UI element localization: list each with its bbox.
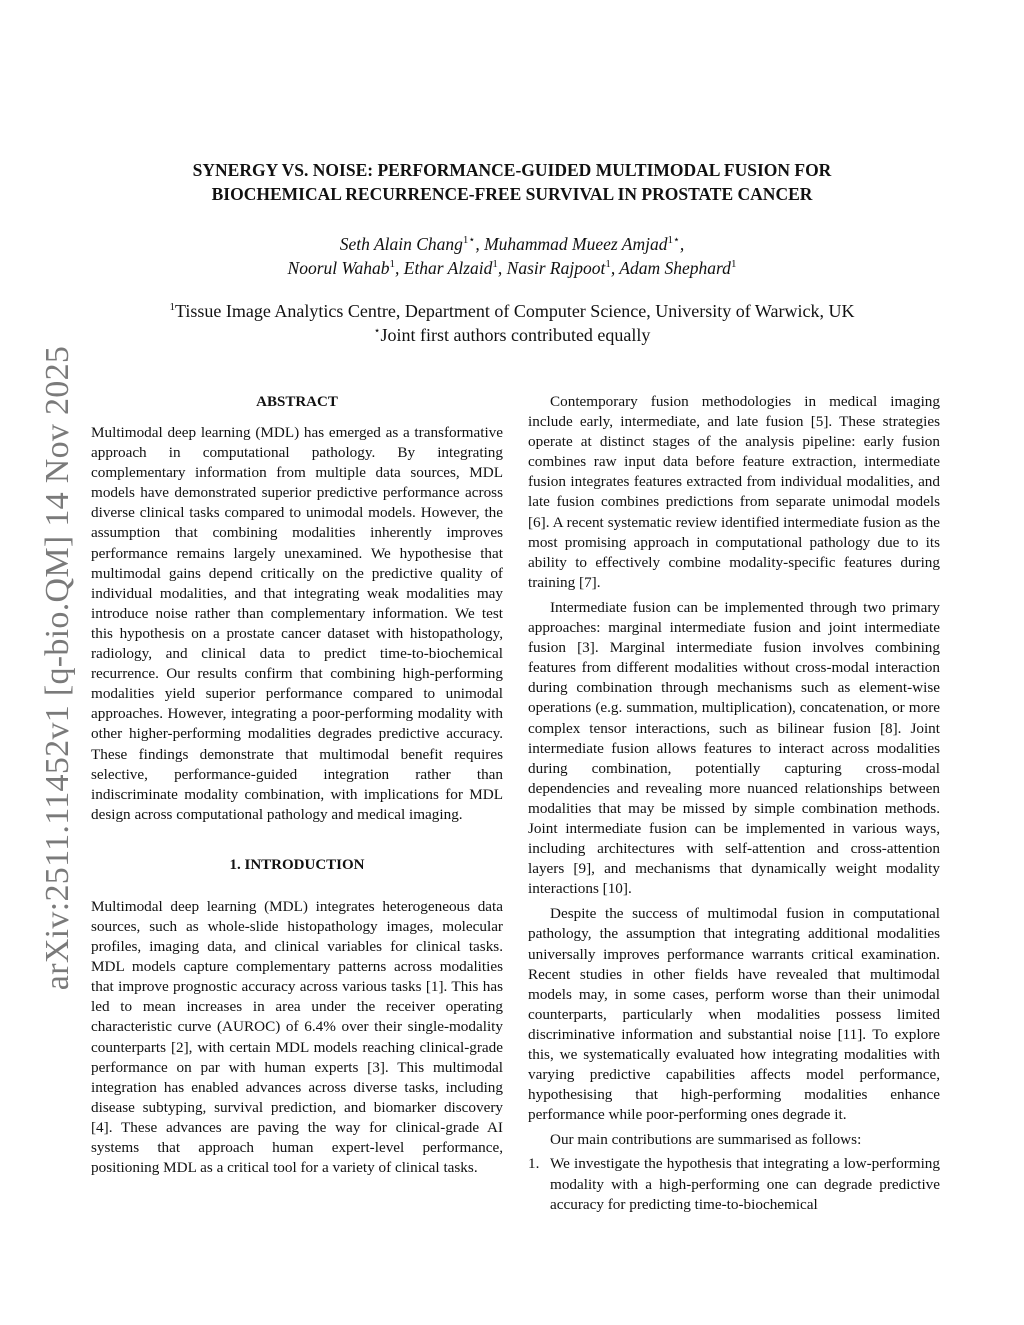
author-mark: 1⋆	[667, 234, 680, 247]
affiliation-mark: 1	[169, 301, 176, 313]
author-list	[120, 232, 904, 280]
joint-author-note	[100, 323, 924, 347]
intro-paragraph-1: Multimodal deep learning (MDL) integrates heterogeneous data sources, such as whole-slide histopathology images, molecular profiles, imaging data, and clinical variables for clinical tasks. MDL models capture complementary patterns across modalities that improve prognostic accuracy across various tasks [1]. This has led to mean increases in area under the receiver operating characteristic curve (AUROC) of 6.4% over their single-modality counterparts [2], with certain MDL models reaching clinical-grade performance on par with human experts [3]. This multimodal integration has enabled advances across diverse tasks, including disease subtyping, survival prediction, and biomarker discovery [4]. These advances are paving the way for clinical-grade AI systems that approach human expert-level performance, positioning MDL as a critical tool for a variety of clinical tasks.	[91, 897, 503, 1177]
list-number: 1.	[528, 1155, 540, 1173]
intro-paragraph-4: Despite the success of multimodal fusion in computational pathology, the assumption that integrating additional modalities universally improves performance warrants critical examination. Recent studies in other fields have revealed that multimodal models may, in some cases, perform worse than their unimodal counterparts, particularly when modalities possess limited discriminative information and substantial noise [11]. To explore this, we systematically evaluated how integrating modalities with varying predictive capabilities affects model performance, hypothesising that high-performing modalities enhance performance while poor-performing ones degrade it.	[528, 905, 940, 1124]
intro-paragraph-3: Intermediate fusion can be implemented through two primary approaches: marginal intermediate fusion and joint intermediate fusion [3]. Marginal intermediate fusion involves combining features from different modalities without cross-modal interaction during combination through mechanisms such as element-wise operations (e.g. summation, multiplication), concatenation, or more complex tensor interactions, such as bilinear fusion [8]. Joint intermediate fusion allows features to interact across modalities during combination, potentially capturing cross-modal dependencies and revealing more nuanced relationships between modalities that may be missed by simple combination methods. Joint intermediate fusion can be implemented in various ways, including architectures with self-attention and cross-attention layers [9], and mechanisms that dynamically weight modality interactions [10].	[528, 598, 940, 898]
author-line-1: Seth Alain Chang$^{1⋆}$, Muhammad Mueez Amjad$^{1⋆}$,	[339, 234, 685, 254]
arxiv-identifier: arXiv:2511.11452v1 [q-bio.QM] 14 Nov 2025	[39, 345, 76, 991]
author-name: Noorul Wahab	[287, 258, 390, 278]
author-mark: 1	[492, 258, 498, 271]
paper-title	[120, 158, 904, 206]
affiliation-line	[100, 299, 924, 323]
author-name: Muhammad Mueez Amjad	[484, 234, 668, 254]
introduction-heading: 1. INTRODUCTION	[229, 856, 365, 873]
intro-paragraph-5: Our main contributions are summarised as follows:	[550, 1131, 862, 1149]
author-name: Ethar Alzaid	[403, 258, 493, 278]
title-line-2: BIOCHEMICAL RECURRENCE-FREE SURVIVAL IN PROSTATE CANCER	[211, 184, 813, 204]
affiliation-block	[100, 299, 924, 347]
author-name: Adam Shephard	[619, 258, 731, 278]
list-item-text: We investigate the hypothesis that integrating a low-performing modality with a high-performing one can degrade predictive accuracy for predicting time-to-biochemical	[550, 1155, 940, 1213]
title-line-1: SYNERGY VS. NOISE: PERFORMANCE-GUIDED MULTIMODAL FUSION FOR	[192, 160, 832, 180]
author-mark: 1	[605, 258, 611, 271]
author-line-2: Noorul Wahab$^1$, Ethar Alzaid$^1$, Nasir Rajpoot$^1$, Adam Shephard$^1$	[287, 258, 737, 278]
author-mark: 1	[389, 258, 395, 271]
author-mark: 1	[730, 258, 737, 271]
author-mark: 1⋆	[462, 234, 476, 247]
abstract-heading: ABSTRACT	[256, 394, 338, 410]
star-mark: ⋆	[373, 325, 381, 337]
author-name: Seth Alain Chang	[339, 234, 463, 254]
author-name: Nasir Rajpoot	[506, 258, 606, 278]
right-column	[528, 392, 940, 1215]
intro-paragraph-2: Contemporary fusion methodologies in medical imaging include early, intermediate, and late fusion [5]. These strategies operate at distinct stages of the analysis pipeline: early fusion combines raw input data before feature extraction, intermediate fusion integrates features extracted from individual modalities, and late fusion combines predictions from separate unimodal models [6]. A recent systematic review identified intermediate fusion as the most promising approach in computational pathology due to its ability to effectively combine modality-specific features during training [7].	[528, 393, 940, 591]
left-column	[91, 392, 503, 1178]
affiliation-text: Tissue Image Analytics Centre, Department of Computer Science, University of Warwick, UK	[175, 301, 855, 321]
abstract-text: Multimodal deep learning (MDL) has emerged as a transformative approach in computational pathology. By integrating complementary information from multiple data sources, MDL models have demonstrated superior predictive performance across diverse clinical tasks compared to unimodal models. However, the assumption that combining modalities inherently improves performance remains largely unexamined. We hypothesise that multimodal gains depend critically on the predictive quality of individual modalities, and that integrating weak modalities may introduce noise rather than complementary information. We test this hypothesis on a prostate cancer dataset with histopathology, radiology, and clinical data to predict time-to-biochemical recurrence. Our results confirm that combining high-performing modalities yield superior performance compared to unimodal approaches. However, integrating a poor-performing modality with other higher-performing modalities degrades predictive accuracy. These findings demonstrate that multimodal benefit requires selective, performance-guided integration rather than indiscriminate modality combination, with implications for MDL design across computational pathology and medical imaging.	[91, 424, 503, 823]
contribution-list-item	[528, 1154, 940, 1214]
joint-author-note-text: Joint first authors contributed equally	[380, 325, 651, 345]
